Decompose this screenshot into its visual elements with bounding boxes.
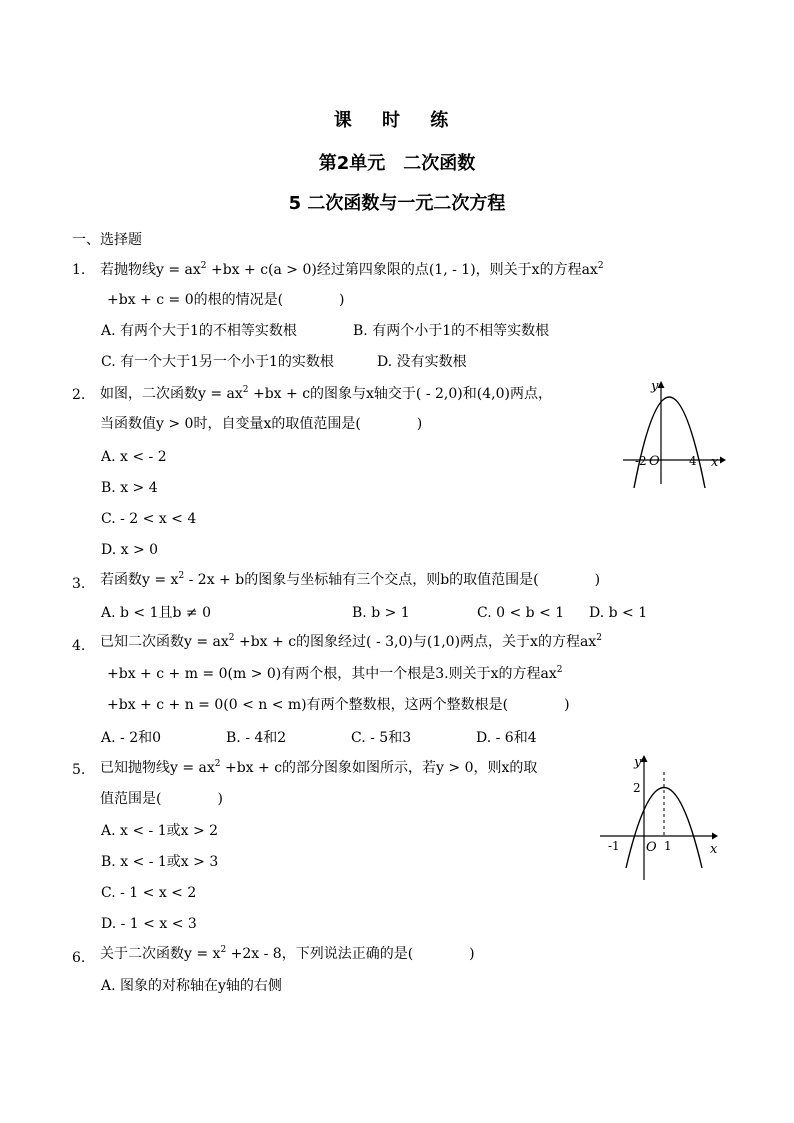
option-a: A. x < - 2	[101, 449, 167, 465]
option-d: D. 没有实数根	[377, 354, 467, 370]
question-number: 3.	[72, 576, 86, 592]
unit-title: 第2单元 二次函数	[318, 153, 476, 174]
question-stem-line-3: +bx + c + n = 0(0 < n < m)有两个整数根，这两个整数根是( )	[107, 697, 570, 713]
option-c: C. - 2 < x < 4	[101, 511, 197, 527]
question-stem-line-2: 当函数值y > 0时，自变量x的取值范围是( )	[100, 416, 423, 432]
y-axis-arrow	[658, 381, 665, 388]
section-heading: 一、选择题	[72, 232, 142, 248]
question-stem-line-1: 若函数$y = x^2 - 2x + b$的图象与坐标轴有三个交点，则b的取值范围是( )	[100, 571, 601, 588]
y-intercept-label: 2	[633, 781, 641, 795]
option-d: D. x > 0	[101, 542, 159, 558]
tick-label-left: -2	[635, 454, 647, 468]
y-axis-label: y	[634, 755, 642, 770]
option-b: B. b > 1	[352, 605, 410, 621]
option-a: A. 图象的对称轴在y轴的右侧	[101, 978, 282, 994]
x-axis-label: x	[711, 455, 719, 470]
option-b: B. - 4和2	[226, 730, 287, 746]
parabola-figure-q5	[598, 752, 724, 882]
option-c: C. 有一个大于1另一个小于1的实数根	[101, 354, 334, 370]
option-b: B. x < - 1或x > 3	[101, 854, 219, 870]
tick-label-left: -1	[608, 839, 620, 853]
question-number: 1.	[72, 262, 86, 278]
origin-label: O	[646, 840, 657, 855]
tick-label-right: 4	[689, 454, 697, 468]
question-stem-line-1: 关于二次函数$y = x^2 +2x - 8$，下列说法正确的是( )	[100, 945, 475, 962]
option-d: D. - 1 < x < 3	[101, 916, 197, 932]
option-a: A. - 2和0	[101, 730, 162, 746]
question-number: 6.	[72, 950, 86, 966]
option-c: C. 0 < b < 1	[477, 605, 565, 621]
lesson-title: 5 二次函数与一元二次方程	[288, 193, 506, 214]
option-a: A. x < - 1或x > 2	[101, 823, 219, 839]
option-b: B. x > 4	[101, 480, 158, 496]
option-d: D. b < 1	[589, 605, 648, 621]
option-c: C. - 5和3	[351, 730, 412, 746]
y-axis-label: y	[651, 379, 659, 394]
question-stem-line-1: 已知二次函数$y = ax^2 +bx + c$的图象经过( - 3,0)与(1,0)两点，关于x的方程$ax^2$	[100, 633, 602, 650]
question-stem-line-1: 如图，二次函数$y = ax^2 +bx + c$的图象与x轴交于( - 2,0)和(4,0)两点，	[100, 385, 552, 402]
question-stem-line-2: +bx + c + m = 0(m > 0)有两个根，其中一个根是3.则关于x的方程$ax^2$	[107, 665, 563, 682]
question-number: 4.	[72, 638, 86, 654]
option-a: A. 有两个大于1的不相等实数根	[101, 323, 297, 339]
question-number: 2.	[72, 387, 86, 403]
question-stem-line-1: 若抛物线$y = ax^2 +bx + c(a > 0)$经过第四象限的点(1, - 1)，则关于x的方程$ax^2$	[100, 261, 604, 278]
x-axis-arrow	[712, 833, 718, 840]
origin-label: O	[649, 454, 660, 469]
tick-label-one: 1	[664, 839, 672, 853]
x-axis-arrow	[720, 457, 726, 464]
option-a: A. b < 1且b ≠ 0	[101, 605, 212, 621]
question-stem-line-2: +bx + c = 0的根的情况是( )	[107, 292, 345, 308]
y-axis-arrow	[641, 755, 648, 762]
parabola-curve	[634, 397, 705, 488]
question-number: 5.	[72, 762, 86, 778]
x-axis-label: x	[710, 842, 718, 857]
option-c: C. - 1 < x < 2	[101, 885, 197, 901]
header-title: 课 时 练	[333, 110, 461, 131]
option-b: B. 有两个小于1的不相等实数根	[353, 323, 550, 339]
option-d: D. - 6和4	[476, 730, 537, 746]
question-stem-line-2: 值范围是( )	[100, 791, 223, 807]
parabola-figure-q2	[618, 376, 728, 488]
question-stem-line-1: 已知抛物线$y = ax^2 +bx + c$的部分图象如图所示，若y > 0，则x的取	[100, 759, 538, 776]
